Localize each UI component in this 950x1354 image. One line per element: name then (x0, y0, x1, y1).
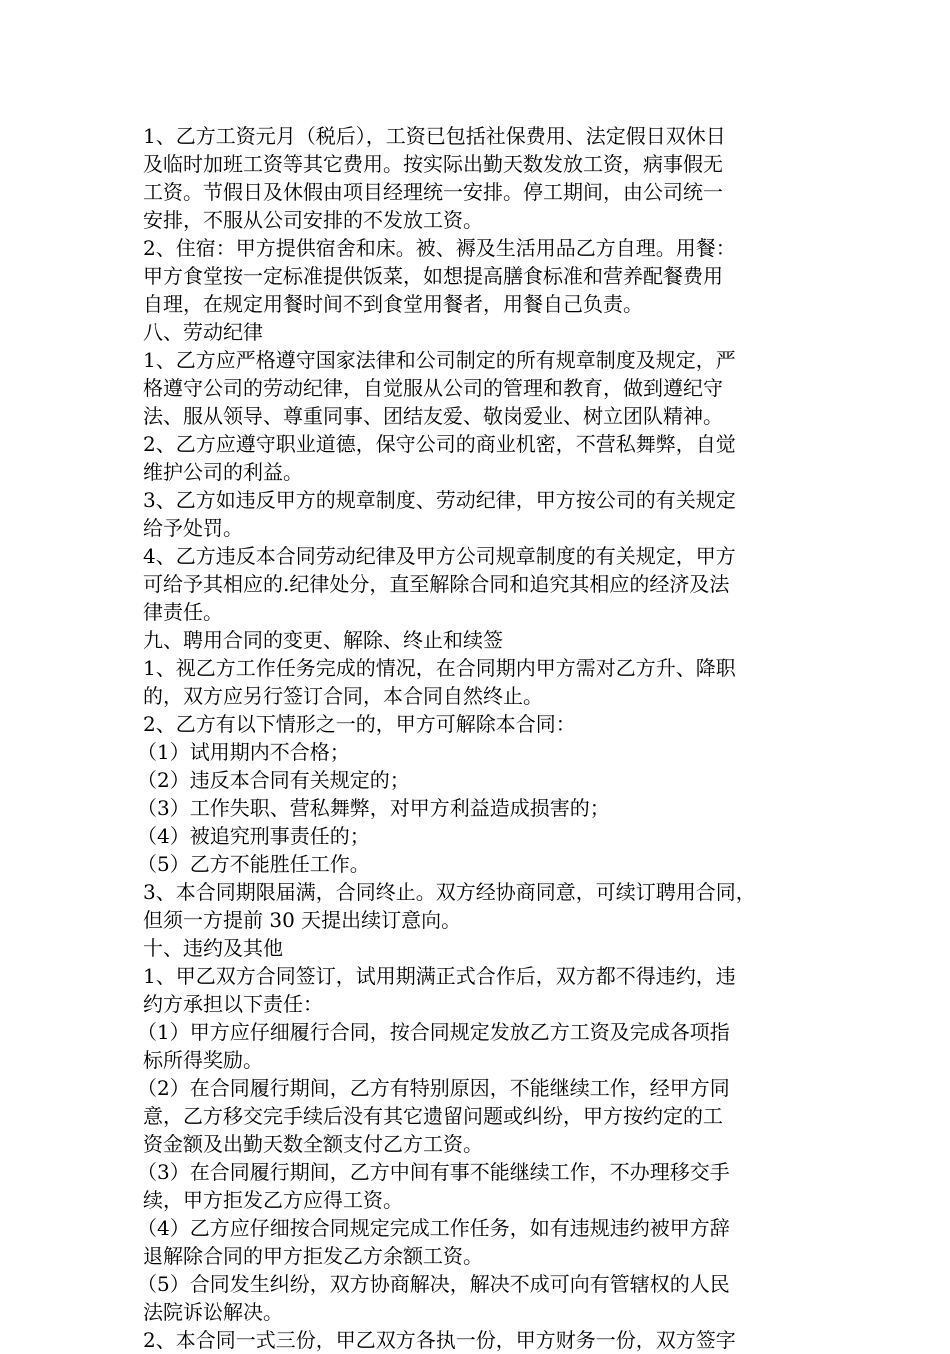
text-line: 4、乙方违反本合同劳动纪律及甲方公司规章制度的有关规定，甲方 (143, 544, 736, 568)
text-line: 但须一方提前 30 天提出续订意向。 (143, 908, 462, 932)
list-item: （3）工作失职、营私舞弊，对甲方利益造成损害的； (137, 796, 610, 820)
text-line: 2、乙方有以下情形之一的，甲方可解除本合同： (143, 712, 576, 736)
text-line: 甲方食堂按一定标准提供饭菜，如想提高膳食标准和营养配餐费用 (143, 264, 723, 288)
text-line: 1、乙方应严格遵守国家法律和公司制定的所有规章制度及规定，严 (143, 348, 736, 372)
list-item: （4）乙方应仔细按合同规定完成工作任务，如有违规违约被甲方辞 (137, 1216, 730, 1240)
list-item: （1）甲方应仔细履行合同，按合同规定发放乙方工资及完成各项指 (137, 1020, 730, 1044)
text-line: 自理，在规定用餐时间不到食堂用餐者，用餐自己负责。 (143, 292, 643, 316)
list-item: （1）试用期内不合格； (137, 740, 350, 764)
list-item: （5）乙方不能胜任工作。 (137, 852, 370, 876)
text-line: 2、住宿：甲方提供宿舍和床。被、褥及生活用品乙方自理。用餐： (143, 236, 736, 260)
text-line: 法院诉讼解决。 (143, 1300, 283, 1324)
text-line: 给予处罚。 (143, 516, 243, 540)
text-line: 1、视乙方工作任务完成的情况，在合同期内甲方需对乙方升、降职 (143, 656, 736, 680)
list-item: （4）被追究刑事责任的； (137, 824, 370, 848)
section-heading: 九、聘用合同的变更、解除、终止和续签 (143, 628, 503, 652)
text-line: 1、乙方工资元月（税后），工资已包括社保费用、法定假日双休日 (143, 124, 726, 148)
text-line: 1、甲乙双方合同签订，试用期满正式合作后，双方都不得违约，违 (143, 964, 736, 988)
text-line: 及临时加班工资等其它费用。按实际出勤天数发放工资，病事假无 (143, 152, 723, 176)
text-line: 的，双方应另行签订合同，本合同自然终止。 (143, 684, 543, 708)
text-line: 格遵守公司的劳动纪律，自觉服从公司的管理和教育，做到遵纪守 (143, 376, 723, 400)
text-line: 律责任。 (143, 600, 223, 624)
text-line: 安排，不服从公司安排的不发放工资。 (143, 208, 483, 232)
list-item: （2）在合同履行期间，乙方有特别原因，不能继续工作，经甲方同 (137, 1076, 730, 1100)
text-line: 3、本合同期限届满，合同终止。双方经协商同意，可续订聘用合同， (143, 880, 756, 904)
text-line: 标所得奖励。 (143, 1048, 263, 1072)
list-item: （5）合同发生纠纷，双方协商解决，解决不成可向有管辖权的人民 (137, 1272, 730, 1296)
text-line: 资金额及出勤天数全额支付乙方工资。 (143, 1132, 483, 1156)
text-line: 约方承担以下责任： (143, 992, 323, 1016)
text-line: 退解除合同的甲方拒发乙方余额工资。 (143, 1244, 483, 1268)
section-heading: 十、违约及其他 (143, 936, 283, 960)
text-line: 法、服从领导、尊重同事、团结友爱、敬岗爱业、树立团队精神。 (143, 404, 723, 428)
document-body (137, 122, 813, 1354)
text-line: 续，甲方拒发乙方应得工资。 (143, 1188, 403, 1212)
list-item: （3）在合同履行期间，乙方中间有事不能继续工作，不办理移交手 (137, 1160, 730, 1184)
list-item: （2）违反本合同有关规定的； (137, 768, 410, 792)
text-line: 2、乙方应遵守职业道德，保守公司的商业机密，不营私舞弊，自觉 (143, 432, 736, 456)
section-heading: 八、劳动纪律 (143, 320, 263, 344)
text-line: 可给予其相应的.纪律处分，直至解除合同和追究其相应的经济及法 (143, 572, 730, 596)
text-line: 工资。节假日及休假由项目经理统一安排。停工期间，由公司统一 (143, 180, 723, 204)
text-line: 意，乙方移交完手续后没有其它遗留问题或纠纷，甲方按约定的工 (143, 1104, 723, 1128)
text-line: 3、乙方如违反甲方的规章制度、劳动纪律，甲方按公司的有关规定 (143, 488, 736, 512)
text-line: 维护公司的利益。 (143, 460, 303, 484)
text-line: 2、本合同一式三份，甲乙双方各执一份，甲方财务一份，双方签字 (143, 1328, 736, 1352)
